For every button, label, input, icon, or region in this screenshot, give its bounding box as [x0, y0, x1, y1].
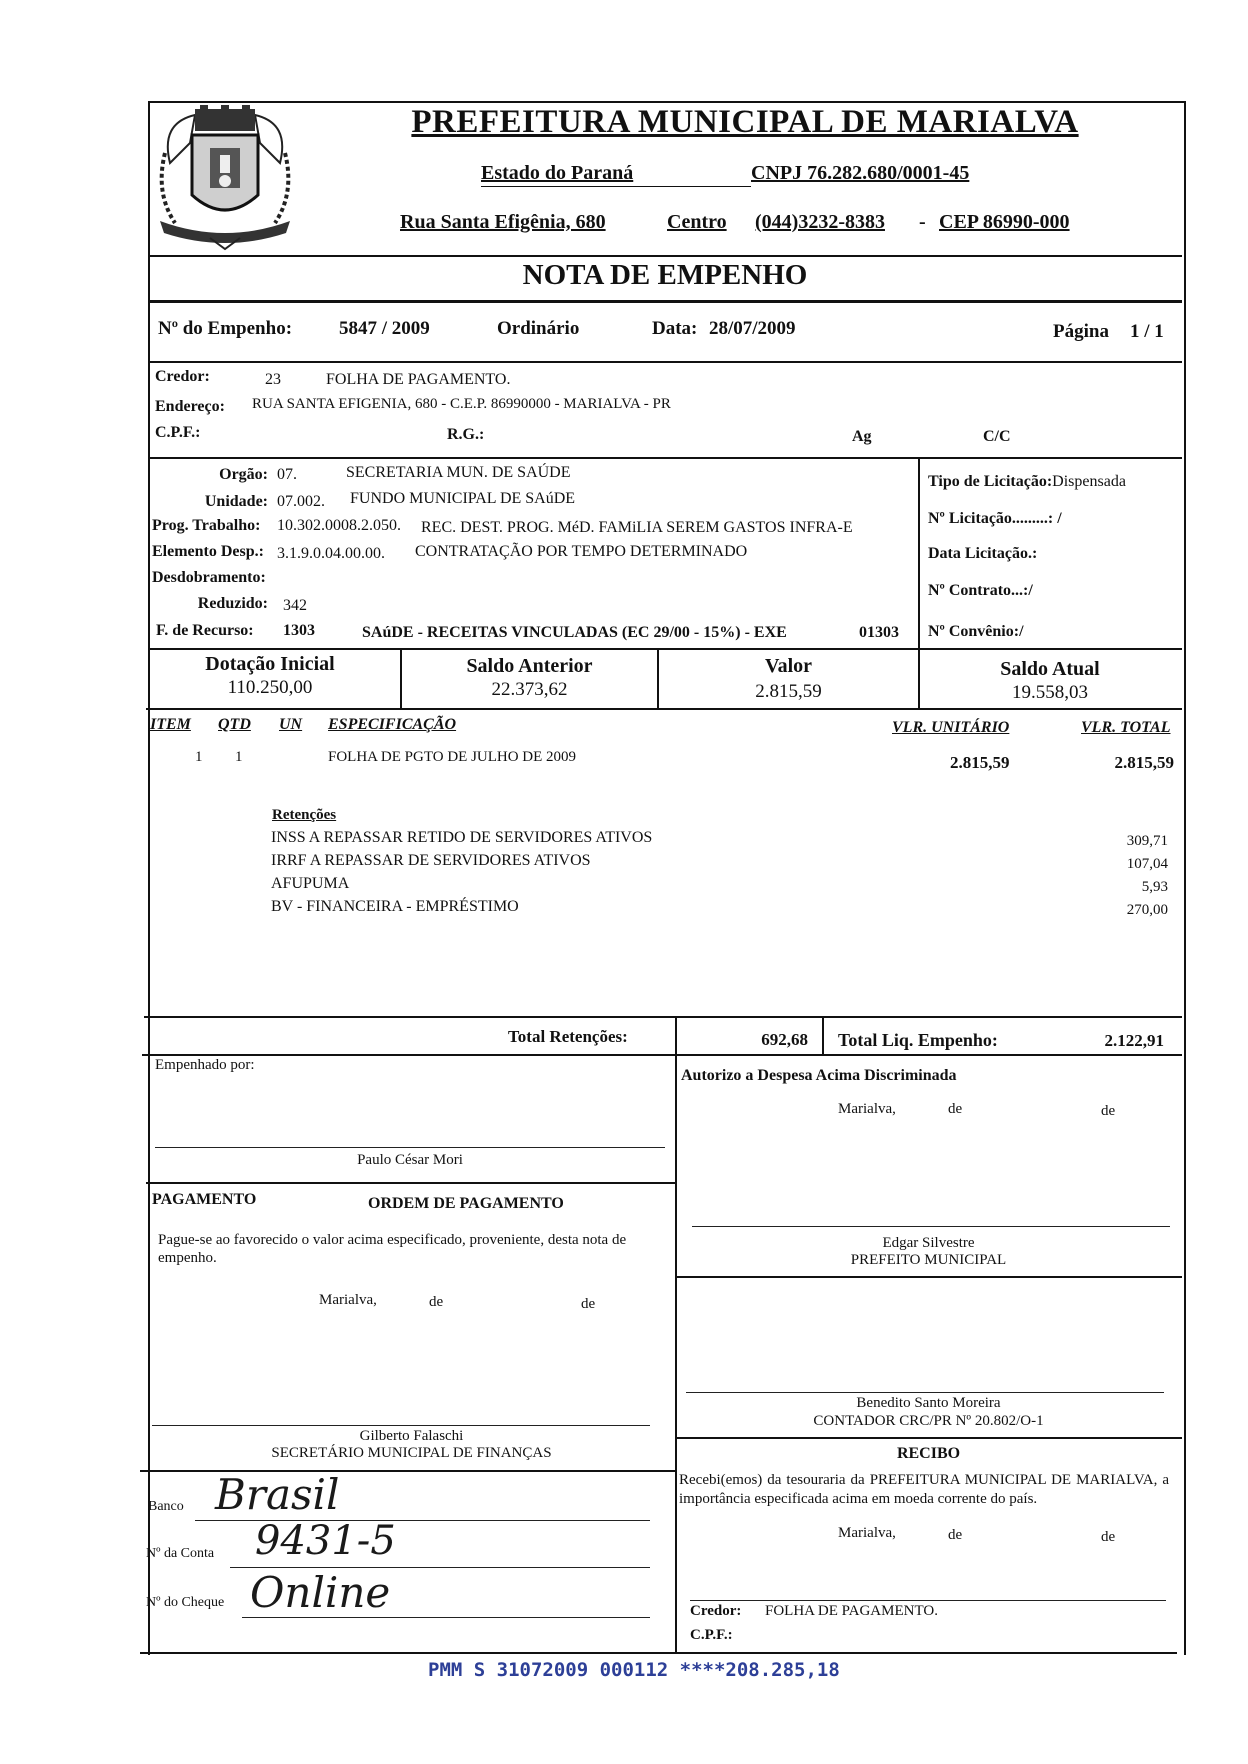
recurso-code: 1303	[283, 622, 315, 639]
cnpj-label: CNPJ 76.282.680/0001-45	[751, 162, 970, 184]
valor-value: 2.815,59	[755, 681, 822, 702]
secretario-role: SECRETÁRIO MUNICIPAL DE FINANÇAS	[271, 1445, 552, 1461]
rule-balances	[146, 708, 1182, 710]
de-autorizo-2: de	[1101, 1103, 1116, 1119]
contador-role: CONTADOR CRC/PR Nº 20.802/O-1	[813, 1413, 1044, 1429]
pagamento-label: PAGAMENTO	[152, 1191, 257, 1208]
empenho-number: 5847 / 2009	[339, 318, 430, 339]
retencao-name: AFUPUMA	[271, 875, 350, 892]
empenho-date: 28/07/2009	[709, 318, 796, 339]
page-label: Página	[1053, 321, 1109, 342]
recibo-credor-value: FOLHA DE PAGAMENTO.	[765, 1603, 938, 1619]
data-licitacao: Data Licitação.:	[928, 545, 1038, 562]
prog-name: REC. DEST. PROG. MéD. FAMiLIA SEREM GASTOS INFRA-E	[421, 519, 853, 536]
retencoes-title: Retenções	[272, 807, 337, 823]
empenhado-name: Paulo César Mori	[357, 1152, 463, 1168]
retencao-name: IRRF A REPASSAR DE SERVIDORES ATIVOS	[271, 852, 591, 869]
district-label: Centro	[667, 211, 727, 233]
saldo-atual-value: 19.558,03	[1012, 682, 1088, 703]
elemento-code: 3.1.9.0.04.00.00.	[277, 545, 385, 562]
total-liquido-label: Total Liq. Empenho:	[838, 1030, 998, 1050]
header-separator: -	[919, 211, 926, 233]
unidade-label: Unidade:	[204, 493, 268, 510]
reduzido-label: Reduzido:	[197, 595, 268, 612]
item-total-value: 2.815,59	[1114, 753, 1174, 772]
rule-header	[148, 255, 1182, 257]
tipo-licitacao-label: Tipo de Licitação:	[928, 473, 1053, 490]
valor-label: Valor	[764, 655, 813, 677]
rule-signature-divider	[675, 1054, 677, 1652]
retencao-value: 5,93	[1141, 879, 1168, 895]
orgao-label: Orgão:	[219, 466, 268, 483]
de-autorizo-1: de	[948, 1101, 963, 1117]
retencao-value: 270,00	[1126, 902, 1168, 918]
place-autorizo: Marialva,	[838, 1101, 896, 1117]
empenho-date-label: Data:	[652, 318, 698, 339]
signature-line-prefeito	[692, 1226, 1170, 1227]
de-recibo-1: de	[948, 1527, 963, 1543]
banco-handwritten: Brasil	[215, 1470, 340, 1519]
retencao-name: INSS A REPASSAR RETIDO DE SERVIDORES ATIVOS	[271, 829, 653, 846]
creditor-address: RUA SANTA EFIGENIA, 680 - C.E.P. 86990000 - MARIALVA - PR	[252, 396, 671, 412]
rule-title	[148, 300, 1182, 303]
recibo-credor-label: Credor:	[690, 1603, 742, 1619]
col-un: UN	[279, 716, 303, 733]
cheque-label: Nº do Cheque	[146, 1595, 225, 1610]
prog-code: 10.302.0008.2.050.	[277, 517, 401, 534]
cc-label: C/C	[983, 428, 1011, 445]
cep-label: CEP 86990-000	[939, 211, 1070, 233]
signature-line-secretario	[152, 1425, 650, 1426]
saldo-atual-label: Saldo Atual	[1000, 658, 1100, 680]
dotacao-label: Dotação Inicial	[205, 653, 335, 675]
de-pagamento-2: de	[581, 1296, 596, 1312]
col-especificacao: ESPECIFICAÇÃO	[328, 716, 457, 733]
contador-name: Benedito Santo Moreira	[856, 1395, 1001, 1411]
conta-handwritten: 9431-5	[255, 1518, 396, 1564]
recibo-text: Recebi(emos) da tesouraria da PREFEITURA MUNICIPAL DE MARIALVA, a importância especificada acima em moeda corrente do país.	[679, 1472, 1169, 1507]
address-label: Rua Santa Efigênia, 680	[400, 211, 606, 233]
signature-line-empenhado	[155, 1147, 665, 1148]
cheque-line	[242, 1617, 650, 1618]
rg-label: R.G.:	[447, 426, 485, 443]
cpf-label: C.P.F.:	[155, 424, 201, 441]
reduzido-value: 342	[283, 597, 307, 614]
empenhado-label: Empenhado por:	[155, 1057, 255, 1073]
orgao-code: 07.	[277, 466, 297, 483]
de-recibo-2: de	[1101, 1529, 1116, 1545]
col-vlr-total: VLR. TOTAL	[1081, 719, 1171, 736]
total-retencoes-label: Total Retenções:	[508, 1027, 628, 1046]
numero-licitacao: Nº Licitação.........: /	[928, 510, 1062, 527]
retencao-value: 309,71	[1126, 833, 1168, 849]
de-pagamento-1: de	[429, 1294, 444, 1310]
unidade-name: FUNDO MUNICIPAL DE SAúDE	[350, 490, 576, 507]
item-qtd: 1	[235, 749, 243, 765]
dotacao-value: 110.250,00	[227, 677, 313, 698]
rule-empenhado	[146, 1182, 675, 1184]
col-item: ITEM	[150, 716, 191, 733]
place-recibo: Marialva,	[838, 1525, 896, 1541]
orgao-name: SECRETARIA MUN. DE SAÚDE	[346, 464, 571, 481]
recibo-title: RECIBO	[896, 1445, 961, 1462]
recurso-label: F. de Recurso:	[156, 622, 254, 639]
payment-stamp: PMM S 31072009 000112 ****208.285,18	[428, 1659, 840, 1681]
ordem-pagamento-label: ORDEM DE PAGAMENTO	[368, 1195, 564, 1212]
prog-label: Prog. Trabalho:	[152, 517, 261, 534]
rule-totals-bottom	[142, 1054, 1182, 1056]
empenho-type: Ordinário	[497, 318, 580, 339]
rule-contador	[675, 1437, 1182, 1439]
cheque-handwritten: Online	[250, 1568, 391, 1617]
prefeito-name: Edgar Silvestre	[882, 1235, 975, 1251]
page-number: 1 / 1	[1130, 321, 1164, 342]
desdobramento-label: Desdobramento:	[152, 569, 266, 586]
rule-prefeito	[675, 1276, 1182, 1278]
place-pagamento: Marialva,	[319, 1292, 377, 1308]
phone-label: (044)3232-8383	[755, 211, 885, 233]
total-retencoes-value: 692,68	[761, 1030, 808, 1049]
credor-name: FOLHA DE PAGAMENTO.	[326, 371, 511, 388]
credor-label: Credor:	[155, 368, 210, 385]
col-qtd: QTD	[218, 716, 251, 733]
elemento-label: Elemento Desp.:	[152, 543, 264, 560]
numero-contrato: Nº Contrato...:/	[928, 582, 1033, 599]
item-unit-value: 2.815,59	[950, 753, 1010, 772]
elemento-name: CONTRATAÇÃO POR TEMPO DETERMINADO	[415, 543, 748, 560]
municipality-title: PREFEITURA MUNICIPAL DE MARIALVA	[411, 104, 1079, 140]
coat-of-arms-logo	[150, 103, 300, 251]
frame-bottom	[140, 1652, 1177, 1654]
prefeito-role: PREFEITO MUNICIPAL	[850, 1252, 1007, 1268]
ag-label: Ag	[852, 428, 872, 445]
retencao-name: BV - FINANCEIRA - EMPRÉSTIMO	[271, 898, 519, 915]
signature-line-recibo	[690, 1600, 1166, 1601]
state-label: Estado do Paraná	[481, 162, 634, 184]
signature-line-contador	[686, 1392, 1164, 1393]
autorizo-label: Autorizo a Despesa Acima Discriminada	[681, 1067, 957, 1084]
recibo-cpf-label: C.P.F.:	[690, 1627, 733, 1643]
tipo-licitacao-value: Dispensada	[1052, 473, 1126, 490]
document-title: NOTA DE EMPENHO	[522, 259, 808, 291]
empenho-number-label: Nº do Empenho:	[158, 318, 293, 339]
retencao-value: 107,04	[1126, 856, 1168, 872]
rule-totals-1	[675, 1016, 677, 1054]
rule-empenho	[148, 361, 1182, 363]
credor-code: 23	[265, 371, 281, 388]
col-vlr-unitario: VLR. UNITÁRIO	[892, 719, 1010, 736]
unidade-code: 07.002.	[277, 493, 325, 510]
address-field-label: Endereço:	[155, 398, 225, 415]
banco-label: Banco	[148, 1499, 184, 1514]
item-number: 1	[195, 749, 203, 765]
rule-creditor	[148, 457, 1182, 459]
saldo-anterior-value: 22.373,62	[491, 679, 568, 700]
secretario-name: Gilberto Falaschi	[359, 1428, 464, 1444]
conta-label: Nº da Conta	[146, 1546, 215, 1561]
header-underline	[481, 186, 751, 187]
pague-text: Pague-se ao favorecido o valor acima especificado, proveniente, desta nota de empenho.	[158, 1232, 627, 1266]
total-liquido-value: 2.122,91	[1104, 1031, 1164, 1050]
recurso-code-2: 01303	[859, 624, 899, 641]
numero-convenio: Nº Convênio:/	[928, 623, 1024, 640]
recurso-name: SAúDE - RECEITAS VINCULADAS (EC 29/00 - 15%) - EXE	[362, 624, 787, 641]
rule-totals-2	[822, 1016, 824, 1054]
rule-totals-top	[144, 1016, 1182, 1018]
saldo-anterior-label: Saldo Anterior	[466, 655, 593, 677]
rule-budget	[148, 648, 1182, 650]
item-spec: FOLHA DE PGTO DE JULHO DE 2009	[328, 749, 577, 765]
